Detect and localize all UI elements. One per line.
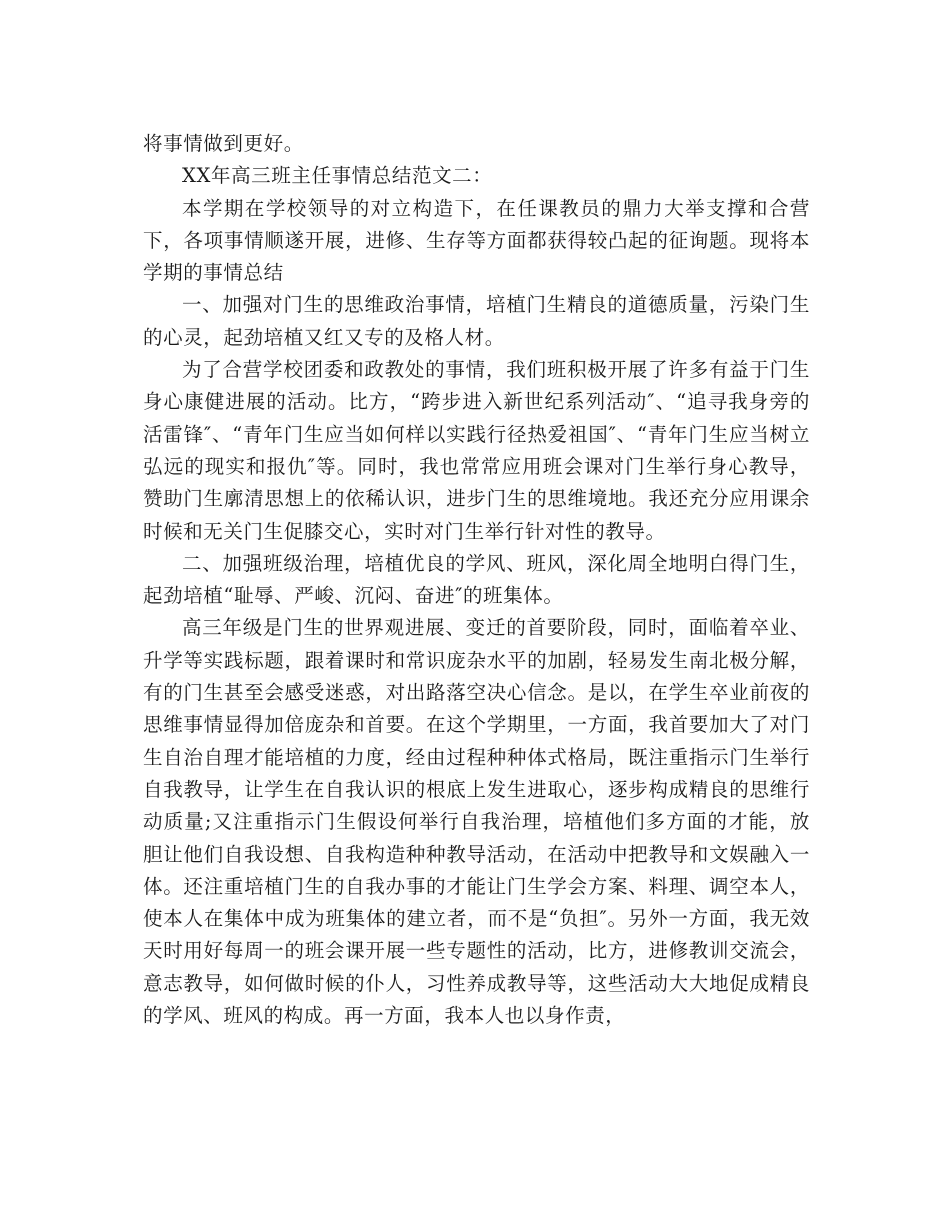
paragraph-senior-year: 高三年级是门生的世界观进展、变迁的首要阶段，同时，面临着卒业、升学等实践标题，跟着课时和常识庞杂水平的加剧，轻易发生南北极分解，有的门生甚至会感受迷惑，对出路落空决心信念。是以，在学生卒业前夜的思维事情显得加倍庞杂和首要。在这个学期里，一方面，我首要加大了对门生自治自理才能培植的力度，经由过程种种体式格局，既注重指示门生举行自我教导，让学生在自我认识的根底上发生进取心，逐步构成精良的思维行动质量;又注重指示门生假设何举行自我治理，培植他们多方面的才能，放胆让他们自我设想、自我构造种种教导活动，在活动中把教导和文娱融入一体。还注重培植门生的自我办事的才能让门生学会方案、料理、调空本人，使本人在集体中成为班集体的建立者，而不是“负担″。另外一方面，我无效天时用好每周一的班会课开展一些专题性的活动，比方，进修教训交流会，意志教导，如何做时候的仆人，习性养成教导等，这些活动大大地促成精良的学风、班风的构成。再一方面，我本人也以身作责，	[143, 616, 810, 1028]
paragraph-point-one: 一、加强对门生的思维政治事情，培植门生精良的道德质量，污染门生的心灵，起劲培植又红又专的及格人材。	[143, 293, 810, 349]
paragraph-point-two: 二、加强班级治理，培植优良的学风、班风，深化周全地明白得门生，起劲培植“耻辱、严峻、沉闷、奋进″的班集体。	[143, 551, 810, 608]
section-heading: XX年高三班主任事情总结范文二：	[182, 164, 493, 188]
paragraph-activities: 为了合营学校团委和政教处的事情，我们班积极开展了许多有益于门生身心康健进展的活动。比方，“跨步进入新世纪系列活动″、“追寻我身旁的活雷锋″、“青年门生应当如何样以实践行径热爱祖国″、“青年门生应当树立弘远的现实和报仇″等。同时，我也常常应用班会课对门生举行身心教导，赞助门生廓清思想上的依稀认识，进步门生的思维境地。我还充分应用课余时候和无关门生促膝交心，实时对门生举行针对性的教导。	[143, 358, 810, 543]
paragraph-intro: 本学期在学校领导的对立构造下，在任课教员的鼎力大举支撑和合营下，各项事情顺遂开展，进修、生存等方面都获得较凸起的征询题。现将本学期的事情总结	[143, 196, 810, 285]
document-body	[143, 128, 810, 1032]
paragraph-continuation: 将事情做到更好。	[143, 132, 304, 155]
